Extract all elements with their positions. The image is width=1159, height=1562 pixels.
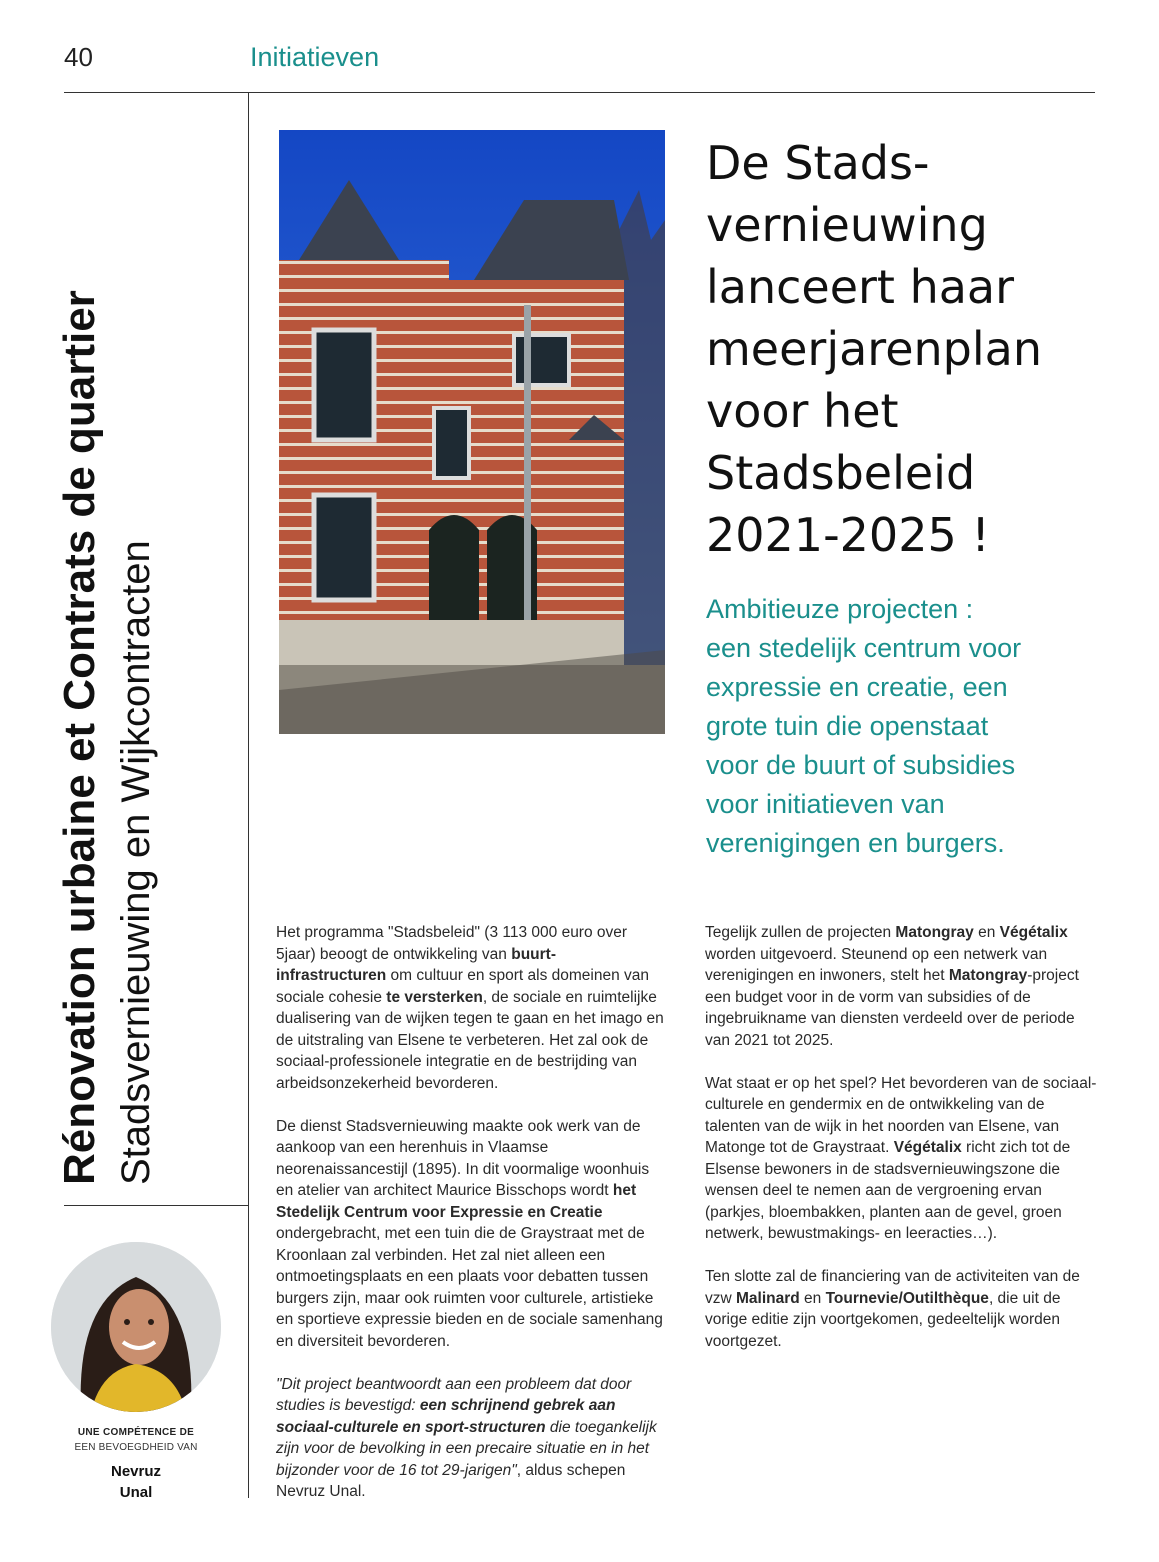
text: Ten slotte zal de financiering van de activiteiten van de vzw: [705, 1268, 1080, 1307]
headline-line: vernieuwing: [706, 198, 988, 252]
body-column-right: [705, 922, 1097, 1374]
text: worden uitgevoerd. Steunend op een netwerk van verenigingen en inwoners, stelt het: [705, 945, 1048, 984]
paragraph: [705, 1073, 1097, 1245]
bold-text: het Stedelijk Centrum voor Expressie en Creatie: [276, 1182, 637, 1221]
headline-line: De Stads-: [706, 136, 930, 190]
text: , die uit de vorige editie zijn voortgekomen, gedeeltelijk worden voortgezet.: [705, 1289, 1061, 1350]
last-name: Unal: [119, 1484, 153, 1501]
sidebar-divider: [248, 93, 249, 1498]
body-column-left: [276, 922, 666, 1524]
bold-text: Matongray: [895, 924, 974, 941]
paragraph: [276, 922, 666, 1094]
italic-text: "Dit project beantwoordt aan een probleem dat door studies is bevestigd:: [276, 1375, 632, 1414]
paragraph: [705, 1266, 1097, 1352]
text: Tegelijk zullen de projecten: [705, 924, 896, 941]
sidebar-vertical-title: [52, 200, 172, 1185]
lead-line: grote tuin die openstaat: [706, 711, 989, 741]
bold-text: Matongray: [948, 967, 1028, 984]
bold-text: Tournevie/Outilthèque: [825, 1289, 989, 1307]
bold-text: Végétalix: [893, 1139, 962, 1156]
headline-line: 2021-2025 !: [706, 508, 990, 562]
avatar: [51, 1242, 221, 1412]
text: om cultuur en sport als domeinen van sociale cohesie: [276, 967, 650, 1006]
quote-paragraph: [276, 1374, 666, 1503]
headline-line: Stadsbeleid: [706, 446, 976, 500]
paragraph: [276, 1116, 666, 1353]
lead-line: voor initiatieven van: [706, 789, 945, 819]
text: , aldus schepen Nevruz Unal.: [276, 1461, 626, 1500]
sidebar-title-nl: Stadsvernieuwing en Wijkcontracten: [114, 540, 158, 1185]
text: ondergebracht, met een tuin die de Graystraat met de Kroonlaan zal verbinden. Het zal niet alleen een ontmoetingsplaats en een plaats voor debatten tussen burgers zijn, maar ook ruimten voor culturele, artistieke en sportieve expressie bieden en de sociale samenhang en diversiteit bevorderen.: [276, 1225, 663, 1350]
building-photo: [279, 130, 665, 734]
bold-text: Malinard: [736, 1289, 800, 1307]
text: , de sociale en ruimtelijke dualisering van de wijken tegen te gaan en het imago en de uitstraling van Elsene te verbeteren. Het zal ook de sociaal-professionele integratie en de bestrijding van arbeidsonzekerheid bevorderen.: [276, 988, 664, 1092]
article-headline: [706, 132, 1106, 566]
lead-line: voor de buurt of subsidies: [706, 750, 1016, 780]
article-lead: [706, 590, 1106, 863]
text: De dienst Stadsvernieuwing maakte ook werk van de aankoop van een herenhuis in Vlaamse neorenaissancestijl (1895). In dit voormalige woonhuis en atelier van architect Maurice Bisschops wordt: [276, 1117, 650, 1199]
italic-text: die toegankelijk zijn voor de bevolking in een precaire situatie en in het bijzonder voor de 16 tot 29-jarigen": [276, 1418, 657, 1479]
bold-text: Végétalix: [999, 924, 1068, 941]
headline-line: lanceert haar: [706, 260, 1015, 314]
caption-competence: UNE COMPÉTENCE DE: [77, 1427, 195, 1438]
caption-bevoegdheid: EEN BEVOEGDHEID VAN: [74, 1442, 198, 1453]
bold-italic-text: een schrijnend gebrek aan sociaal-culturele en sport-structuren: [276, 1397, 616, 1436]
text: richt zich tot de Elsense bewoners in de stadsvernieuwingszone die wensen deel te nemen aan de vergroening ervan (parkjes, bloembakken, planten aan de gevel, groen netwerk, bewustmakings- en leeracties…).: [705, 1139, 1071, 1242]
top-divider: [64, 92, 1095, 93]
page-number: 40: [64, 42, 93, 72]
lead-line: Ambitieuze projecten :: [706, 594, 974, 624]
text: en: [973, 924, 1000, 941]
paragraph: [705, 922, 1097, 1051]
headline-line: voor het: [706, 384, 899, 438]
person-name: [50, 1461, 222, 1503]
lead-line: een stedelijk centrum voor: [706, 633, 1022, 663]
lead-line: expressie en creatie, een: [706, 672, 1008, 702]
headline-line: meerjarenplan: [706, 322, 1042, 376]
section-title: Initiatieven: [250, 42, 380, 72]
bold-text: buurt-infrastructuren: [276, 945, 556, 984]
bold-text: te versterken: [386, 988, 483, 1006]
lead-line: verenigingen en burgers.: [706, 828, 1005, 858]
first-name: Nevruz: [110, 1463, 162, 1480]
sidebar-rule: [64, 1205, 248, 1206]
text: en: [799, 1289, 826, 1307]
text: -project een budget voor in de vorm van subsidies of de ingebruikname van diensten verdeeld over de periode van 2021 tot 2025.: [705, 967, 1079, 1049]
sidebar-title-fr: Rénovation urbaine et Contrats de quartier: [55, 290, 104, 1185]
text: Wat staat er op het spel? Het bevorderen van de sociaal-culturele en gendermix en de ontwikkeling van de talenten van de wijk in het noorden van Elsene, van Matonge tot de Graystraat.: [705, 1074, 1097, 1156]
text: Het programma "Stadsbeleid" (3 113 000 euro over 5jaar) beoogt de ontwikkeling van: [276, 924, 628, 963]
